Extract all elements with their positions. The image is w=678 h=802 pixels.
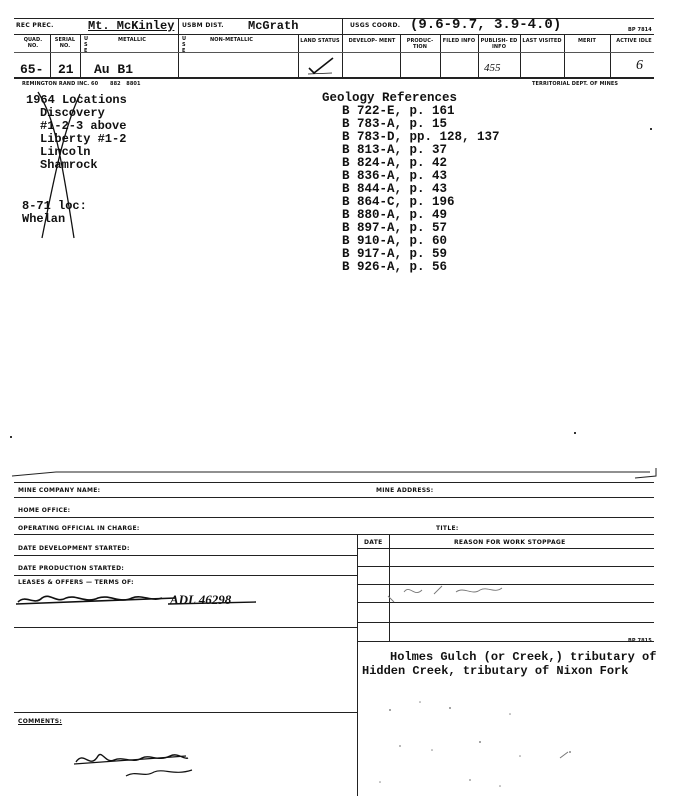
geology-ref-item: B 824-A, p. 42	[342, 156, 448, 170]
quad-value: 65-	[20, 62, 44, 77]
faint-scribble-icon	[384, 580, 514, 610]
divider-published	[478, 34, 479, 77]
active-idle-label: ACTIVE IDLE	[616, 38, 652, 44]
development-label: DEVELOP- MENT	[348, 38, 396, 44]
table-rule	[357, 548, 654, 549]
published-value: 455	[484, 62, 501, 74]
printer-codes: 882 8801	[110, 81, 141, 87]
active-value: 6	[636, 58, 643, 73]
geology-ref-list	[322, 105, 500, 274]
filed-info-label: FILED INFO	[442, 38, 476, 44]
home-office-label: HOME OFFICE:	[18, 507, 71, 514]
divider-merit	[564, 34, 565, 77]
divider-usgs	[342, 18, 343, 77]
land-status-checkmark-icon	[306, 56, 336, 76]
divider-filed	[440, 34, 441, 77]
operating-official-label: OPERATING OFFICIAL IN CHARGE:	[18, 525, 140, 532]
metallic-label: METALLIC	[118, 37, 146, 43]
locations-heading: 1964 Locations	[26, 93, 127, 107]
reason-col-label: REASON FOR WORK STOPPAGE	[454, 539, 566, 546]
lower-rule-1	[14, 482, 654, 483]
uses-label: U S E	[84, 36, 89, 54]
last-visited-label: LAST VISITED	[522, 38, 562, 44]
comments-signature-icon	[70, 748, 200, 782]
published-info-label: PUBLISH- ED INFO	[480, 38, 518, 50]
lower-top-rule	[10, 466, 660, 482]
prod-started-label: DATE PRODUCTION STARTED:	[18, 565, 125, 572]
usbm-dist-label: USBM DIST.	[182, 22, 224, 29]
locations-note-line2: Whelan	[22, 212, 66, 226]
leases-handwriting: ADL 46298	[170, 592, 232, 607]
mine-company-label: MINE COMPANY NAME:	[18, 487, 101, 494]
land-status-label: LAND STATUS	[300, 38, 340, 44]
geology-ref-item: B 917-A, p. 59	[342, 247, 448, 261]
table-rule	[357, 566, 654, 567]
divider-last-visited	[520, 34, 521, 77]
divider-production	[400, 34, 401, 77]
rec-prec-value: Mt. McKinley	[88, 19, 175, 33]
uses2-label: U S E	[182, 36, 187, 54]
lower-rule-5	[14, 555, 357, 556]
metallic-value: Au B1	[94, 62, 134, 77]
geology-ref-item: B 813-A, p. 37	[342, 143, 448, 157]
divider-active	[610, 34, 611, 77]
dev-started-label: DATE DEVELOPMENT STARTED:	[18, 545, 130, 552]
locations-note-line1: 8-71 loc:	[22, 199, 87, 213]
title-label: TITLE:	[436, 525, 459, 532]
location-item: Discovery	[40, 106, 105, 120]
date-col-label: DATE	[364, 539, 383, 546]
stray-mark	[574, 432, 576, 434]
location-item: Lincoln	[40, 145, 91, 159]
usgs-coord-value: (9.6-9.7, 3.9-4.0)	[410, 17, 562, 33]
geology-ref-item: B 722-E, p. 161	[342, 104, 455, 118]
location-text-line2: Hidden Creek, tributary of Nixon Fork	[362, 664, 629, 678]
speckle-marks-icon	[360, 690, 660, 800]
divider-metallic	[80, 34, 81, 77]
divider-usbm	[178, 18, 179, 77]
header-mid-rule	[14, 34, 654, 35]
geology-ref-item: B 836-A, p. 43	[342, 169, 448, 183]
lower-rule-7	[14, 627, 357, 628]
geology-ref-item: B 783-D, pp. 128, 137	[342, 130, 500, 144]
serial-value: 21	[58, 62, 74, 77]
header-bottom-rule	[14, 77, 654, 79]
usgs-coord-label: USGS COORD.	[350, 22, 401, 29]
location-text-line1: Holmes Gulch (or Creek,) tributary of	[390, 650, 657, 664]
header-label-rule	[14, 52, 654, 53]
production-label: PRODUC- TION	[406, 38, 434, 50]
location-item: #1-2-3 above	[40, 119, 127, 133]
lower-rule-2	[14, 497, 654, 498]
merit-label: MERIT	[577, 38, 596, 44]
lower-rule-3	[14, 517, 654, 518]
mine-address-label: MINE ADDRESS:	[376, 487, 434, 494]
lower-rule-8	[14, 712, 357, 713]
nonmetallic-label: NON-METALLIC	[210, 37, 254, 43]
table-rule	[357, 622, 654, 623]
geology-ref-item: B 897-A, p. 57	[342, 221, 448, 235]
quad-label: QUAD. NO.	[23, 37, 43, 49]
geology-ref-item: B 910-A, p. 60	[342, 234, 448, 248]
geology-heading: Geology References	[322, 91, 458, 105]
leases-scribble-icon	[16, 590, 266, 614]
usbm-dist-value: McGrath	[248, 19, 299, 33]
form-number-2: BP 7815	[628, 638, 652, 644]
table-rule	[357, 641, 654, 642]
geology-ref-item: B 864-C, p. 196	[342, 195, 455, 209]
leases-label: LEASES & OFFERS — TERMS OF:	[18, 579, 134, 586]
stray-mark	[650, 128, 652, 130]
geology-block	[322, 92, 500, 274]
comments-label: COMMENTS:	[18, 718, 63, 725]
location-item: Shamrock	[40, 158, 98, 172]
geology-ref-item: B 880-A, p. 49	[342, 208, 448, 222]
serial-label: SERIAL NO.	[54, 37, 76, 49]
printer-note: REMINGTON RAND INC. 60	[22, 81, 99, 87]
lower-rule-4	[14, 534, 654, 535]
lower-center-divider	[357, 534, 358, 796]
location-item: Liberty #1-2	[40, 132, 127, 146]
divider-land	[298, 34, 299, 77]
geology-ref-item: B 844-A, p. 43	[342, 182, 448, 196]
dept-note: TERRITORIAL DEPT. OF MINES	[532, 81, 619, 87]
geology-ref-item: B 926-A, p. 56	[342, 260, 448, 274]
stray-mark	[10, 436, 12, 438]
lower-rule-6	[14, 575, 357, 576]
form-number: BP 7814	[628, 27, 652, 33]
geology-ref-item: B 783-A, p. 15	[342, 117, 448, 131]
rec-prec-label: REC PREC.	[16, 22, 54, 29]
